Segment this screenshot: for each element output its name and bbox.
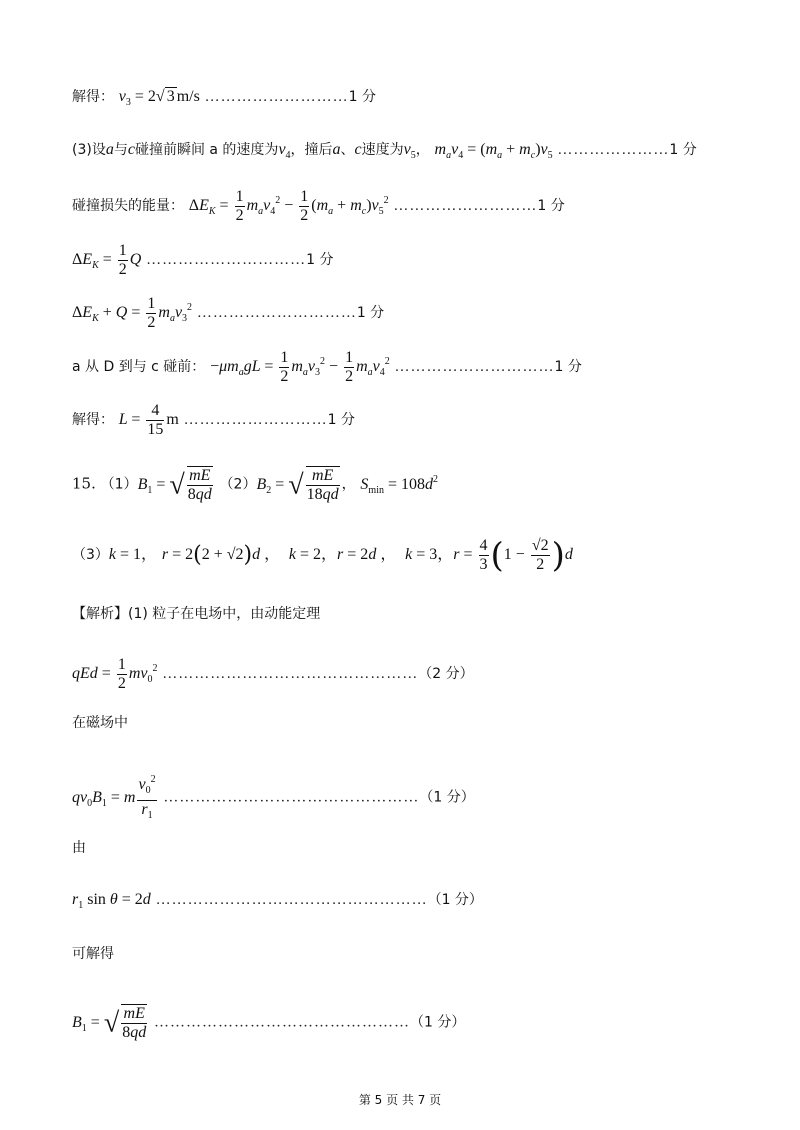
solution-line-collision	[72, 139, 800, 166]
label: 碰撞损失的能量：	[72, 198, 184, 215]
equation: $r_1$ sin θ = 2d	[72, 891, 151, 911]
dot-leader: ………………………	[204, 89, 349, 105]
equation: qEd = $\frac{1}{2}$ $mv_0^2$	[72, 656, 158, 692]
solution-line-half-q	[72, 242, 800, 279]
solution-line-kinetic	[72, 656, 800, 693]
label: 解得：	[72, 412, 114, 429]
solution-line-v3	[72, 86, 800, 113]
equation-v3: $v_3 = 2√$ 3 m/s	[118, 88, 200, 108]
answer-b2: $B_2$ = √ $\frac{mE}{18qd}$	[256, 467, 339, 503]
part-label: （2）	[219, 476, 257, 493]
dot-leader: ……………………………………………	[155, 892, 428, 908]
equation: $qv_0B_1 = m$ $\frac{v_0^2}{r_1}$	[72, 789, 159, 806]
score: 1 分	[537, 198, 565, 215]
dot-leader: ………………………	[183, 412, 328, 429]
dot-leader: …………………………	[196, 305, 357, 322]
dot-leader: …………………………………………	[162, 666, 419, 683]
r1: r = 2(2 + √2)d ，	[161, 542, 281, 568]
score: （1 分）	[427, 892, 483, 908]
answer-b1: $B_1$ = √ $\frac{mE}{8qd}$	[137, 467, 212, 503]
solution-line-friction	[72, 349, 800, 386]
solution-line-geometry	[72, 889, 800, 916]
score: 1 分	[554, 359, 582, 376]
solution-line-length	[72, 402, 800, 439]
var-v5: $v_5$	[403, 141, 416, 161]
text: 碰撞前瞬间 a 的速度为	[134, 142, 279, 158]
var-v4: $v_4$	[278, 141, 291, 161]
text-from: 由	[72, 840, 86, 856]
text: 速度为	[361, 142, 404, 158]
text: ，	[415, 142, 430, 158]
text: (3)设	[72, 142, 106, 158]
solution-line-lorentz	[72, 771, 800, 825]
dot-leader: …………………………	[146, 252, 307, 269]
text-in-magnetic-field: 在磁场中	[72, 715, 128, 731]
analysis-heading: 【解析】(1) 粒子在电场中，由动能定理	[72, 606, 321, 622]
text: 、	[340, 142, 355, 158]
r3: r = $\frac{4}{3}$ (1 − $\frac{√2}{2}$ )d	[453, 535, 573, 576]
label: 解得：	[72, 89, 114, 105]
text: ，撞后	[290, 142, 333, 158]
answer-smin: $S_{min} = 108d^2$	[360, 473, 439, 496]
var-a: a	[332, 141, 341, 158]
score: （2 分）	[418, 666, 474, 683]
solution-line-energy-loss	[72, 188, 800, 225]
question-number: 15.	[72, 474, 96, 493]
dot-leader: …………………	[557, 142, 670, 158]
text-solve: 可解得	[72, 946, 114, 962]
score: 1 分	[669, 142, 697, 158]
score: 1 分	[356, 305, 385, 322]
part-label: （1）	[100, 476, 138, 493]
dot-leader: ………………………	[393, 198, 538, 215]
dot-leader: …………………………………………	[163, 789, 420, 806]
equation: $\Delta E_K$ = $\frac{1}{2}$ Q	[72, 242, 142, 278]
dot-leader: …………………………	[394, 359, 555, 376]
solution-line-total-energy	[72, 295, 800, 332]
text: 与	[113, 142, 128, 158]
equation: L = $\frac{4}{15}$ m	[118, 402, 179, 438]
equation: $\Delta E_K + Q$ = $\frac{1}{2}$ $m_av_3^2$	[72, 295, 193, 331]
label: a 从 D 到与 c 碰前：	[72, 359, 206, 376]
momentum-equation: $m_av_4 = (m_a + m_c)v_5$	[434, 141, 553, 161]
score: （1 分）	[409, 1014, 466, 1031]
score: （1 分）	[419, 789, 475, 806]
page-footer: 第 5 页 共 7 页	[358, 1093, 442, 1107]
dot-leader: …………………………………………	[153, 1014, 410, 1031]
r2: r = 2d ，	[337, 546, 397, 564]
part-label: （3）	[72, 547, 109, 564]
solution-line-b1	[72, 1004, 800, 1042]
separator: ，	[341, 476, 356, 493]
var-c: c	[354, 141, 362, 158]
equation: $-\mu m_agL$ = $\frac{1}{2}$ $m_av_3^2$ − $\frac{1}{2}$ $m_av_4^2$	[210, 349, 390, 385]
k2: k = 2，	[284, 546, 338, 564]
k3: k = 3，	[401, 546, 454, 564]
k1: k = 1，	[108, 546, 158, 564]
energy-loss-equation: $\Delta E_K$ = $\frac{1}{2}$ $m_av_4^2$ − $\frac{1}{2}$ $(m_a + m_c)v_5^2$	[188, 188, 389, 224]
var-a: a	[105, 141, 114, 158]
score: 1 分	[306, 252, 334, 269]
score: 1 分	[327, 412, 356, 429]
var-c: c	[127, 141, 135, 158]
score: 1 分	[348, 89, 376, 105]
equation: $B_1$ = √ $\frac{mE}{8qd}$	[72, 1005, 147, 1041]
answer-line-15	[72, 466, 800, 504]
answer-line-part3	[72, 537, 800, 574]
